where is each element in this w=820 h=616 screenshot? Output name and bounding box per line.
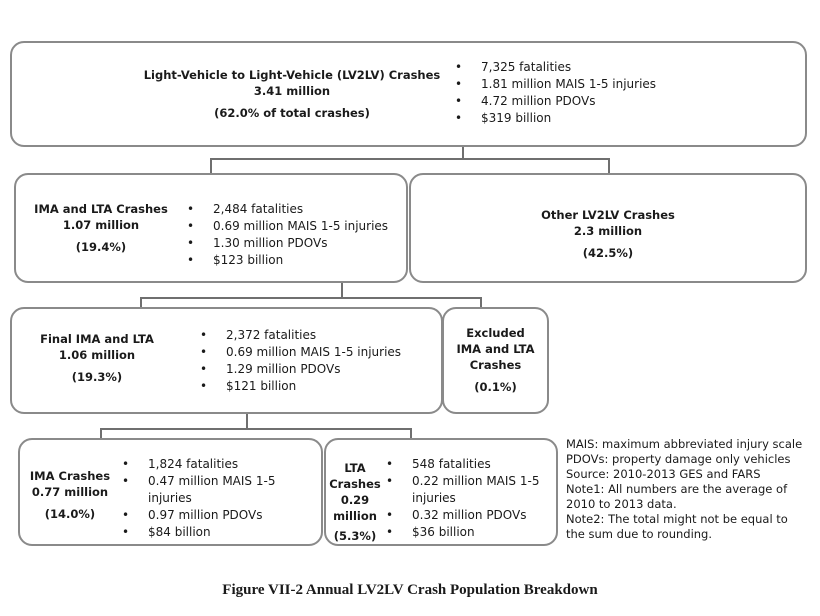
- ima-title-block: [24, 468, 116, 522]
- lta-stat-injuries-cont: injuries: [412, 491, 456, 505]
- excluded-ima-lta-box: [442, 307, 549, 414]
- connector-level1-right-drop: [608, 158, 610, 174]
- lta-title: LTA: [344, 461, 366, 475]
- note1-line2: 2010 to 2013 data.: [566, 497, 677, 511]
- lta-crashes-box: [324, 438, 558, 546]
- lta-stat-pdovs: • 0.32 million PDOVs: [386, 507, 539, 524]
- other-title: Other LV2LV Crashes: [541, 208, 675, 222]
- lta-stat-cost: • $36 billion: [386, 524, 539, 541]
- final-stats-list: [200, 327, 401, 395]
- final-stat-injuries: • 0.69 million MAIS 1-5 injuries: [200, 344, 401, 361]
- lv2lv-count: 3.41 million: [253, 84, 331, 98]
- lta-share: (5.3%): [333, 529, 377, 543]
- excluded-share: (0.1%): [474, 380, 517, 394]
- other-lv2lv-crashes-box: [409, 173, 807, 283]
- ima-lta-stats-list: [187, 201, 388, 269]
- lta-count2: million: [333, 509, 377, 523]
- final-count: 1.06 million: [58, 348, 136, 362]
- final-title: Final IMA and LTA: [40, 332, 154, 346]
- connector-level2-stem: [341, 281, 343, 298]
- excluded-title-block: [444, 325, 547, 395]
- note-source: Source: 2010-2013 GES and FARS: [566, 467, 761, 481]
- note2-line1: Note2: The total might not be equal to: [566, 512, 788, 526]
- note-mais: MAIS: maximum abbreviated injury scale: [566, 437, 803, 451]
- lv2lv-stat-fatalities: • 7,325 fatalities: [455, 59, 656, 76]
- note1-line1: Note1: All numbers are the average of: [566, 482, 788, 496]
- ima-stat-cost: • $84 billion: [122, 524, 275, 541]
- final-ima-lta-box: [10, 307, 443, 414]
- ima-crashes-box: [18, 438, 323, 546]
- ima-lta-crashes-box: [14, 173, 408, 283]
- ima-count: 0.77 million: [31, 485, 109, 499]
- ima-title: IMA Crashes: [29, 469, 111, 483]
- note2-line2: the sum due to rounding.: [566, 527, 713, 541]
- lta-stat-fatalities: • 548 fatalities: [386, 456, 539, 473]
- lv2lv-stat-pdovs: • 4.72 million PDOVs: [455, 93, 656, 110]
- other-share: (42.5%): [582, 246, 634, 260]
- ima-stat-injuries: • 0.47 million MAIS 1-5: [122, 473, 275, 490]
- excluded-line3: Crashes: [469, 358, 522, 372]
- connector-top-stem: [462, 145, 464, 159]
- ima-lta-title-block: [26, 201, 176, 255]
- lv2lv-stat-injuries: • 1.81 million MAIS 1-5 injuries: [455, 76, 656, 93]
- figure-caption: Figure VII-2 Annual LV2LV Crash Population Breakdown: [222, 582, 598, 598]
- lta-title2: Crashes: [329, 477, 381, 491]
- other-title-block: [411, 207, 805, 261]
- ima-lta-title: IMA and LTA Crashes: [34, 202, 168, 216]
- ima-stats-list: [122, 456, 275, 541]
- lv2lv-stats-list: [455, 59, 656, 127]
- lta-title-block: [328, 460, 382, 544]
- excluded-line2: IMA and LTA: [456, 342, 535, 356]
- excluded-line1: Excluded: [466, 326, 525, 340]
- connector-level3-stem: [246, 412, 248, 429]
- connector-level2-bar: [140, 297, 482, 299]
- other-count: 2.3 million: [573, 224, 643, 238]
- connector-level3-bar: [100, 428, 412, 430]
- ima-lta-stat-injuries: • 0.69 million MAIS 1-5 injuries: [187, 218, 388, 235]
- ima-lta-share: (19.4%): [75, 240, 127, 254]
- final-stat-cost: • $121 billion: [200, 378, 401, 395]
- legend-notes: [566, 437, 802, 542]
- ima-lta-stat-pdovs: • 1.30 million PDOVs: [187, 235, 388, 252]
- final-stat-fatalities: • 2,372 fatalities: [200, 327, 401, 344]
- lta-stats-list: [386, 456, 539, 541]
- lta-stat-injuries: • 0.22 million MAIS 1-5: [386, 473, 539, 490]
- ima-stat-injuries-cont: injuries: [148, 491, 192, 505]
- lv2lv-title: Light-Vehicle to Light-Vehicle (LV2LV) Crashes: [143, 68, 441, 82]
- ima-lta-count: 1.07 million: [62, 218, 140, 232]
- final-title-block: [32, 331, 162, 385]
- lta-count: 0.29: [340, 493, 370, 507]
- ima-lta-stat-fatalities: • 2,484 fatalities: [187, 201, 388, 218]
- lv2lv-share: (62.0% of total crashes): [214, 106, 370, 120]
- final-stat-pdovs: • 1.29 million PDOVs: [200, 361, 401, 378]
- lv2lv-stat-cost: • $319 billion: [455, 110, 656, 127]
- ima-lta-stat-cost: • $123 billion: [187, 252, 388, 269]
- connector-level1-left-drop: [210, 158, 212, 174]
- ima-stat-fatalities: • 1,824 fatalities: [122, 456, 275, 473]
- lv2lv-title-block: [142, 67, 442, 121]
- ima-share: (14.0%): [44, 507, 96, 521]
- final-share: (19.3%): [71, 370, 123, 384]
- ima-stat-pdovs: • 0.97 million PDOVs: [122, 507, 275, 524]
- lv2lv-crashes-box: [10, 41, 807, 147]
- connector-level1-bar: [210, 158, 610, 160]
- note-pdovs: PDOVs: property damage only vehicles: [566, 452, 791, 466]
